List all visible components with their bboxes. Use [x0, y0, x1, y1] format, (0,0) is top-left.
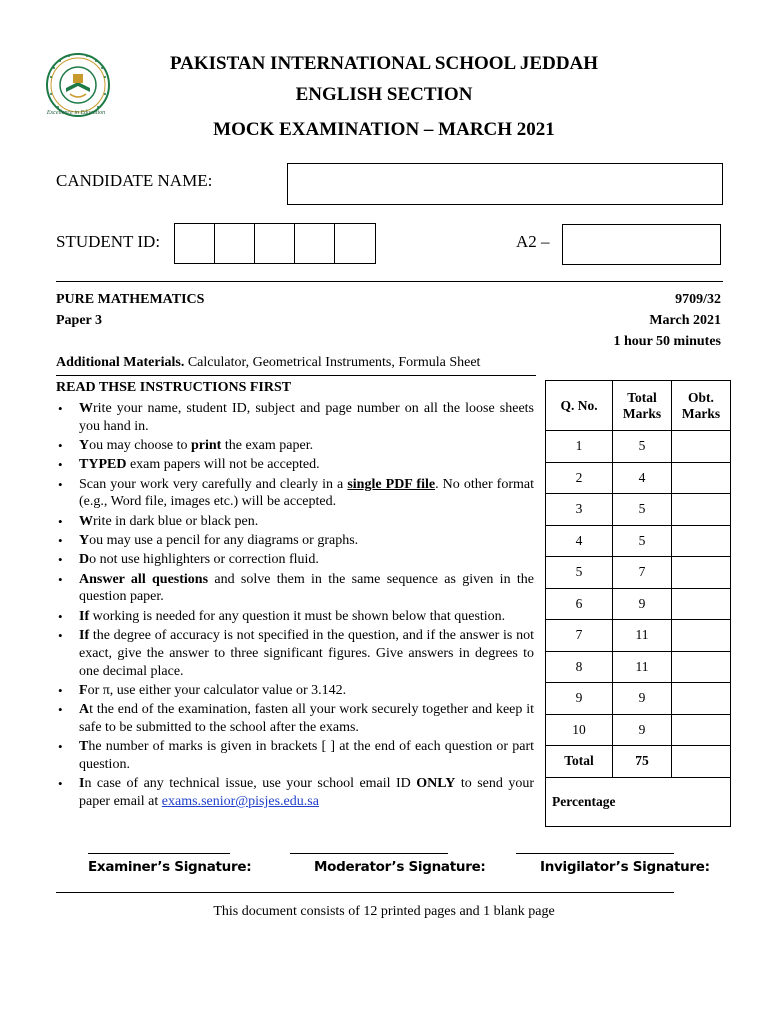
instruction-lead: If	[79, 608, 90, 624]
total-marks: 9	[613, 588, 672, 620]
bullet-icon: •	[58, 682, 63, 698]
marks-table	[545, 380, 731, 827]
bullet-icon: •	[58, 571, 63, 587]
additional-materials	[56, 355, 480, 371]
instruction-lead: Y	[79, 533, 90, 549]
obtained-marks-cell[interactable]	[672, 431, 731, 463]
subject: PURE MATHEMATICS	[56, 292, 205, 307]
candidate-name-label: CANDIDATE NAME:	[56, 171, 213, 190]
percentage-row	[546, 777, 731, 826]
divider	[56, 281, 723, 282]
instruction-item	[56, 456, 534, 474]
moderator-signature-label: Moderator’s Signature:	[314, 859, 486, 875]
instruction-item	[56, 513, 534, 531]
total-marks: 5	[613, 431, 672, 463]
materials-label: Additional Materials.	[56, 355, 185, 370]
level-label: A2 –	[516, 232, 550, 251]
obtained-marks-cell[interactable]	[672, 651, 731, 683]
footer-divider	[56, 892, 674, 893]
instruction-text: he number of marks is given in brackets [ ] at the end of each question or part question.	[79, 739, 534, 773]
instruction-emphasis: ONLY	[416, 776, 456, 792]
instructions-list	[56, 400, 534, 813]
bullet-icon: •	[58, 513, 63, 529]
instruction-lead: F	[79, 682, 88, 698]
marks-row	[546, 683, 731, 715]
marks-table-header	[546, 381, 731, 431]
instruction-text: rite in dark blue or black pen.	[93, 513, 259, 529]
instruction-text: the exam paper.	[221, 438, 314, 454]
total-marks: 9	[613, 714, 672, 746]
instruction-text: Scan your work very carefully and clearly in a	[79, 476, 348, 492]
page-count-note: This document consists of 12 printed pages and 1 blank page	[213, 904, 555, 919]
instruction-text: and solve them in the same sequence as given in the question paper.	[79, 571, 534, 605]
question-number: 1	[546, 431, 613, 463]
exam-date: March 2021	[649, 313, 721, 328]
bullet-icon: •	[58, 533, 63, 549]
instruction-text: n case of any technical issue, use your school email ID	[84, 776, 417, 792]
instruction-emphasis: single PDF file	[347, 476, 436, 492]
bullet-icon: •	[58, 552, 63, 568]
instruction-lead: W	[79, 513, 93, 529]
obtained-marks-cell[interactable]	[672, 557, 731, 589]
bullet-icon: •	[58, 702, 63, 718]
school-name: PAKISTAN INTERNATIONAL SCHOOL JEDDAH	[169, 53, 599, 74]
divider	[56, 375, 536, 376]
header-obt-marks: Obt. Marks	[672, 381, 731, 431]
total-obtained-cell[interactable]	[672, 746, 731, 778]
obtained-marks-cell[interactable]	[672, 588, 731, 620]
invigilator-signature-label: Invigilator’s Signature:	[540, 859, 710, 875]
instruction-text: ou may choose to	[89, 438, 191, 454]
marks-row	[546, 525, 731, 557]
question-number: 4	[546, 525, 613, 557]
instruction-emphasis: print	[191, 438, 222, 454]
instruction-item	[56, 532, 534, 550]
paper-code: 9709/32	[675, 292, 721, 307]
instructions-title: READ THSE INSTRUCTIONS FIRST	[56, 380, 292, 395]
marks-table-body	[546, 431, 731, 827]
instruction-item	[56, 775, 534, 811]
question-number: 7	[546, 620, 613, 652]
obtained-marks-cell[interactable]	[672, 462, 731, 494]
student-id-cell[interactable]	[255, 224, 295, 263]
bullet-icon: •	[58, 401, 63, 416]
bullet-icon: •	[58, 776, 63, 792]
marks-row	[546, 714, 731, 746]
logo-motto: Excellence in Education	[46, 110, 106, 116]
instruction-lead: Y	[79, 438, 90, 454]
bullet-icon: •	[58, 438, 63, 454]
obtained-marks-cell[interactable]	[672, 683, 731, 715]
instruction-text: o not use highlighters or correction fluid.	[89, 552, 319, 568]
bullet-icon: •	[58, 608, 63, 624]
total-marks: 4	[613, 462, 672, 494]
marks-row	[546, 557, 731, 589]
question-number: 6	[546, 588, 613, 620]
instruction-item	[56, 400, 534, 436]
instruction-text: t the end of the examination, fasten all your work securely together and keep it safe to be submitted to the school after the exams.	[79, 702, 534, 736]
marks-row	[546, 462, 731, 494]
total-marks: 11	[613, 620, 672, 652]
marks-row	[546, 651, 731, 683]
student-id-field[interactable]	[174, 223, 376, 264]
paper-number: Paper 3	[56, 313, 103, 328]
instruction-lead: Answer all questions	[79, 571, 209, 587]
instruction-item	[56, 551, 534, 569]
marks-row	[546, 588, 731, 620]
bullet-icon: •	[58, 476, 63, 492]
instruction-text: working is needed for any question it must be shown below that question.	[89, 608, 506, 624]
instruction-item	[56, 571, 534, 607]
examiner-signature-label: Examiner’s Signature:	[88, 859, 252, 875]
instruction-text: to send your paper email at	[79, 776, 534, 810]
total-marks: 5	[613, 494, 672, 526]
instruction-item	[56, 738, 534, 774]
instruction-item	[56, 476, 534, 512]
total-label: Total	[546, 746, 613, 778]
instruction-lead: D	[79, 552, 90, 568]
student-id-cell[interactable]	[295, 224, 335, 263]
percentage-cell[interactable]	[546, 777, 731, 826]
header-total-marks: Total Marks	[613, 381, 672, 431]
bullet-icon: •	[58, 628, 63, 644]
bullet-icon: •	[58, 457, 63, 473]
instruction-lead: I	[79, 776, 85, 792]
examiner-signature-line[interactable]	[88, 853, 230, 854]
total-marks: 7	[613, 557, 672, 589]
marks-row	[546, 620, 731, 652]
instruction-text: or π, use either your calculator value or 3.142.	[87, 682, 347, 698]
total-marks: 11	[613, 651, 672, 683]
instruction-item	[56, 437, 534, 455]
question-number: 10	[546, 714, 613, 746]
level-field[interactable]	[562, 224, 721, 265]
instruction-text: exam papers will not be accepted.	[126, 457, 320, 473]
instruction-item	[56, 701, 534, 737]
materials-list: Calculator, Geometrical Instruments, Formula Sheet	[187, 355, 481, 370]
instruction-item	[56, 682, 534, 700]
question-number: 2	[546, 462, 613, 494]
total-marks: 5	[613, 525, 672, 557]
exam-title: MOCK EXAMINATION – MARCH 2021	[213, 119, 555, 140]
student-id-cell[interactable]	[175, 224, 215, 263]
question-number: 3	[546, 494, 613, 526]
total-value: 75	[613, 746, 672, 778]
candidate-name-field[interactable]	[287, 163, 723, 205]
instruction-text: . No other format (e.g., Word file, images etc.) will be accepted.	[79, 476, 534, 510]
exam-email-link[interactable]: exams.senior@pisjes.edu.sa	[161, 794, 319, 810]
question-number: 8	[546, 651, 613, 683]
obtained-marks-cell[interactable]	[672, 714, 731, 746]
obtained-marks-cell[interactable]	[672, 494, 731, 526]
instruction-text: ou may use a pencil for any diagrams or graphs.	[89, 533, 359, 549]
total-marks: 9	[613, 683, 672, 715]
instruction-lead: T	[79, 739, 89, 755]
instruction-lead: W	[79, 401, 93, 416]
instruction-text: the degree of accuracy is not specified in the question, and if the answer is not exact, give the answer to three significant figures. Give answers in degrees to one decimal place.	[79, 628, 534, 679]
obtained-marks-cell[interactable]	[672, 525, 731, 557]
student-id-cell[interactable]	[215, 224, 255, 263]
marks-row	[546, 494, 731, 526]
percentage-label: Percentage	[552, 793, 616, 809]
invigilator-signature-line[interactable]	[516, 853, 674, 854]
moderator-signature-line[interactable]	[290, 853, 448, 854]
exam-duration: 1 hour 50 minutes	[613, 334, 721, 349]
instruction-lead: TYPED	[79, 457, 127, 473]
marks-row	[546, 431, 731, 463]
question-number: 9	[546, 683, 613, 715]
student-id-cell[interactable]	[335, 224, 375, 263]
instruction-text: rite your name, student ID, subject and page number on all the loose sheets you hand in.	[79, 401, 534, 434]
student-id-label: STUDENT ID:	[56, 232, 161, 251]
header-q-no: Q. No.	[546, 381, 613, 431]
bullet-icon: •	[58, 739, 63, 755]
total-row	[546, 746, 731, 778]
section-name: ENGLISH SECTION	[295, 84, 473, 105]
obtained-marks-cell[interactable]	[672, 620, 731, 652]
instruction-lead: If	[79, 628, 90, 644]
question-number: 5	[546, 557, 613, 589]
instruction-lead: A	[79, 702, 90, 718]
instruction-item	[56, 627, 534, 680]
instruction-item	[56, 608, 534, 626]
